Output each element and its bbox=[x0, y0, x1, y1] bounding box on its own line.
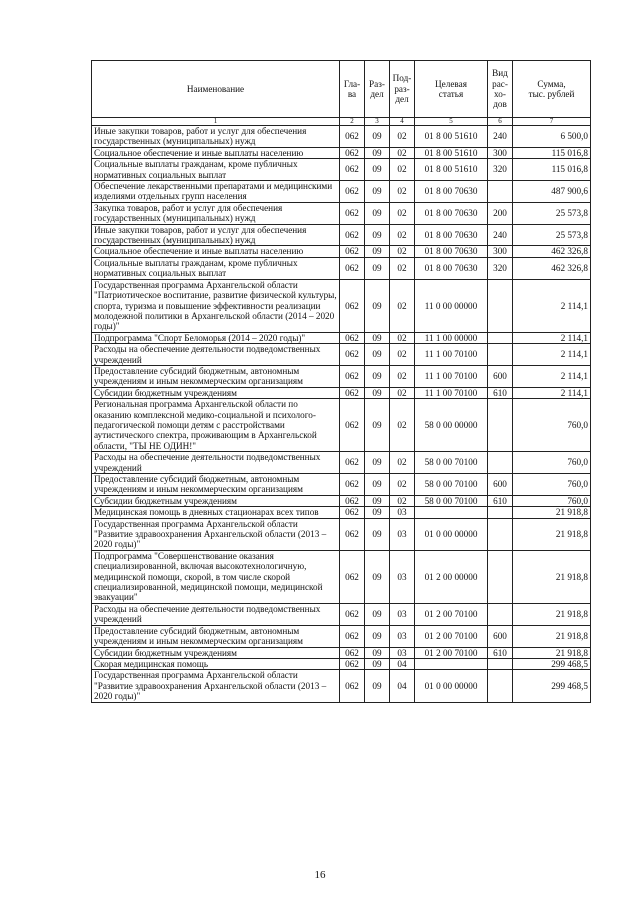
table-row bbox=[92, 399, 591, 452]
row-glava: 062 bbox=[340, 670, 365, 702]
row-sum: 21 918,8 bbox=[513, 603, 591, 625]
row-razdel: 09 bbox=[365, 202, 390, 224]
row-target: 11 1 00 70100 bbox=[415, 344, 488, 366]
row-podrazdel: 02 bbox=[390, 159, 415, 181]
row-sum: 6 500,0 bbox=[513, 126, 591, 148]
row-glava: 062 bbox=[340, 387, 365, 398]
row-name: Подпрограмма "Спорт Беломорья (2014 – 2020 годы)" bbox=[92, 332, 340, 343]
row-target: 58 0 00 70100 bbox=[415, 452, 488, 474]
row-razdel: 09 bbox=[365, 507, 390, 518]
row-name: Государственная программа Архангельской области "Развитие здравоохранения Архангельской области (2013 – 2020 годы)" bbox=[92, 670, 340, 702]
table-header-row bbox=[92, 61, 591, 118]
row-razdel: 09 bbox=[365, 126, 390, 148]
row-target: 01 2 00 70100 bbox=[415, 647, 488, 658]
row-glava: 062 bbox=[340, 202, 365, 224]
column-number: 5 bbox=[415, 118, 488, 126]
row-vid: 600 bbox=[488, 365, 513, 387]
row-razdel: 09 bbox=[365, 224, 390, 246]
row-name: Иные закупки товаров, работ и услуг для обеспечения государственных (муниципальных) нужд bbox=[92, 224, 340, 246]
column-number: 2 bbox=[340, 118, 365, 126]
row-target: 11 1 00 00000 bbox=[415, 332, 488, 343]
row-podrazdel: 03 bbox=[390, 647, 415, 658]
row-glava: 062 bbox=[340, 495, 365, 506]
row-vid: 320 bbox=[488, 159, 513, 181]
table-row bbox=[92, 550, 591, 603]
row-glava: 062 bbox=[340, 625, 365, 647]
row-glava: 062 bbox=[340, 159, 365, 181]
row-target: 01 8 00 70630 bbox=[415, 224, 488, 246]
table-row bbox=[92, 257, 591, 279]
row-name: Предоставление субсидий бюджетным, автономным учреждениям и иным некоммерческим организациям bbox=[92, 365, 340, 387]
column-number: 1 bbox=[92, 118, 340, 126]
row-name: Расходы на обеспечение деятельности подведомственных учреждений bbox=[92, 603, 340, 625]
row-vid bbox=[488, 344, 513, 366]
row-sum: 25 573,8 bbox=[513, 224, 591, 246]
row-razdel: 09 bbox=[365, 603, 390, 625]
row-sum: 299 468,5 bbox=[513, 670, 591, 702]
row-name: Предоставление субсидий бюджетным, автономным учреждениям и иным некоммерческим организациям bbox=[92, 625, 340, 647]
row-target: 01 0 00 00000 bbox=[415, 670, 488, 702]
row-sum: 487 900,6 bbox=[513, 181, 591, 203]
row-razdel: 09 bbox=[365, 332, 390, 343]
table-row bbox=[92, 647, 591, 658]
row-name: Расходы на обеспечение деятельности подведомственных учреждений bbox=[92, 452, 340, 474]
column-number: 4 bbox=[390, 118, 415, 126]
row-sum: 760,0 bbox=[513, 474, 591, 496]
row-target: 58 0 00 70100 bbox=[415, 474, 488, 496]
column-number: 6 bbox=[488, 118, 513, 126]
row-vid: 300 bbox=[488, 147, 513, 158]
row-razdel: 09 bbox=[365, 246, 390, 257]
row-glava: 062 bbox=[340, 518, 365, 550]
row-razdel: 09 bbox=[365, 550, 390, 603]
page-number: 16 bbox=[314, 869, 326, 881]
row-sum: 2 114,1 bbox=[513, 387, 591, 398]
row-glava: 062 bbox=[340, 550, 365, 603]
row-target: 01 8 00 70630 bbox=[415, 202, 488, 224]
row-target: 58 0 00 00000 bbox=[415, 399, 488, 452]
header-podrazdel: Под- раз- дел bbox=[390, 61, 415, 118]
budget-table bbox=[91, 60, 591, 703]
row-target: 01 8 00 70630 bbox=[415, 246, 488, 257]
row-podrazdel: 02 bbox=[390, 147, 415, 158]
row-podrazdel: 03 bbox=[390, 603, 415, 625]
row-target: 01 2 00 70100 bbox=[415, 625, 488, 647]
table-row bbox=[92, 159, 591, 181]
row-podrazdel: 02 bbox=[390, 474, 415, 496]
row-razdel: 09 bbox=[365, 257, 390, 279]
row-glava: 062 bbox=[340, 658, 365, 669]
table-row bbox=[92, 658, 591, 669]
table-row bbox=[92, 147, 591, 158]
row-glava: 062 bbox=[340, 332, 365, 343]
row-name: Государственная программа Архангельской области "Патриотическое воспитание, развитие физической культуры, спорта, туризма и повышение эффективности реализации молодежной политики в Архангельской области (2014 – 2020 годы)" bbox=[92, 279, 340, 332]
row-name: Государственная программа Архангельской области "Развитие здравоохранения Архангельской области (2013 – 2020 годы)" bbox=[92, 518, 340, 550]
row-target: 01 8 00 51610 bbox=[415, 147, 488, 158]
row-podrazdel: 02 bbox=[390, 126, 415, 148]
row-sum: 115 016,8 bbox=[513, 147, 591, 158]
row-sum: 2 114,1 bbox=[513, 332, 591, 343]
row-podrazdel: 04 bbox=[390, 670, 415, 702]
table-row bbox=[92, 224, 591, 246]
row-podrazdel: 03 bbox=[390, 625, 415, 647]
row-target: 01 8 00 70630 bbox=[415, 257, 488, 279]
table-row bbox=[92, 452, 591, 474]
row-glava: 062 bbox=[340, 224, 365, 246]
row-vid bbox=[488, 507, 513, 518]
header-glava: Гла- ва bbox=[340, 61, 365, 118]
row-sum: 21 918,8 bbox=[513, 625, 591, 647]
row-vid bbox=[488, 332, 513, 343]
row-razdel: 09 bbox=[365, 279, 390, 332]
row-vid bbox=[488, 399, 513, 452]
table-row bbox=[92, 625, 591, 647]
row-podrazdel: 02 bbox=[390, 246, 415, 257]
row-podrazdel: 02 bbox=[390, 224, 415, 246]
row-vid: 240 bbox=[488, 224, 513, 246]
row-podrazdel: 02 bbox=[390, 495, 415, 506]
row-razdel: 09 bbox=[365, 518, 390, 550]
row-name: Социальное обеспечение и иные выплаты населению bbox=[92, 246, 340, 257]
row-podrazdel: 02 bbox=[390, 202, 415, 224]
table-row bbox=[92, 181, 591, 203]
row-name: Закупка товаров, работ и услуг для обеспечения государственных (муниципальных) нужд bbox=[92, 202, 340, 224]
row-glava: 062 bbox=[340, 474, 365, 496]
row-name: Социальные выплаты гражданам, кроме публичных нормативных социальных выплат bbox=[92, 257, 340, 279]
row-vid bbox=[488, 181, 513, 203]
row-sum: 2 114,1 bbox=[513, 365, 591, 387]
row-razdel: 09 bbox=[365, 452, 390, 474]
row-vid bbox=[488, 550, 513, 603]
row-glava: 062 bbox=[340, 147, 365, 158]
table-row bbox=[92, 507, 591, 518]
table-row bbox=[92, 495, 591, 506]
row-razdel: 09 bbox=[365, 387, 390, 398]
row-podrazdel: 02 bbox=[390, 279, 415, 332]
row-name: Расходы на обеспечение деятельности подведомственных учреждений bbox=[92, 344, 340, 366]
row-podrazdel: 02 bbox=[390, 365, 415, 387]
row-podrazdel: 04 bbox=[390, 658, 415, 669]
table-row bbox=[92, 332, 591, 343]
row-razdel: 09 bbox=[365, 159, 390, 181]
column-number: 3 bbox=[365, 118, 390, 126]
row-vid bbox=[488, 670, 513, 702]
row-podrazdel: 02 bbox=[390, 344, 415, 366]
row-razdel: 09 bbox=[365, 474, 390, 496]
row-name: Субсидии бюджетным учреждениям bbox=[92, 387, 340, 398]
row-target bbox=[415, 658, 488, 669]
row-name: Медицинская помощь в дневных стационарах всех типов bbox=[92, 507, 340, 518]
row-podrazdel: 03 bbox=[390, 550, 415, 603]
table-row bbox=[92, 344, 591, 366]
row-target: 01 8 00 70630 bbox=[415, 181, 488, 203]
row-sum: 25 573,8 bbox=[513, 202, 591, 224]
table-row bbox=[92, 518, 591, 550]
row-podrazdel: 02 bbox=[390, 332, 415, 343]
row-name: Подпрограмма "Совершенствование оказания специализированной, включая высокотехнологичную, медицинской помощи, скорой, в том числе скорой специализированной, медицинской помощи, медицинской эвакуации" bbox=[92, 550, 340, 603]
header-name: Наименование bbox=[92, 61, 340, 118]
row-razdel: 09 bbox=[365, 365, 390, 387]
row-name: Иные закупки товаров, работ и услуг для обеспечения государственных (муниципальных) нужд bbox=[92, 126, 340, 148]
row-name: Субсидии бюджетным учреждениям bbox=[92, 647, 340, 658]
row-vid bbox=[488, 658, 513, 669]
header-razdel: Раз- дел bbox=[365, 61, 390, 118]
row-vid: 320 bbox=[488, 257, 513, 279]
row-glava: 062 bbox=[340, 452, 365, 474]
row-vid: 300 bbox=[488, 246, 513, 257]
row-razdel: 09 bbox=[365, 647, 390, 658]
row-sum: 760,0 bbox=[513, 495, 591, 506]
row-target: 11 1 00 70100 bbox=[415, 387, 488, 398]
header-target: Целевая статья bbox=[415, 61, 488, 118]
row-vid bbox=[488, 452, 513, 474]
row-target: 01 2 00 00000 bbox=[415, 550, 488, 603]
row-sum: 760,0 bbox=[513, 399, 591, 452]
row-sum: 299 468,5 bbox=[513, 658, 591, 669]
row-razdel: 09 bbox=[365, 670, 390, 702]
row-vid bbox=[488, 603, 513, 625]
table-row bbox=[92, 202, 591, 224]
row-sum: 760,0 bbox=[513, 452, 591, 474]
row-name: Обеспечение лекарственными препаратами и медицинскими изделиями отдельных групп населения bbox=[92, 181, 340, 203]
table-row bbox=[92, 365, 591, 387]
row-target: 11 0 00 00000 bbox=[415, 279, 488, 332]
column-number-row bbox=[92, 118, 591, 126]
row-sum: 21 918,8 bbox=[513, 647, 591, 658]
row-glava: 062 bbox=[340, 279, 365, 332]
row-podrazdel: 02 bbox=[390, 452, 415, 474]
table-row bbox=[92, 126, 591, 148]
row-vid bbox=[488, 279, 513, 332]
column-number: 7 bbox=[513, 118, 591, 126]
row-sum: 21 918,8 bbox=[513, 507, 591, 518]
row-razdel: 09 bbox=[365, 344, 390, 366]
row-podrazdel: 03 bbox=[390, 518, 415, 550]
row-vid: 610 bbox=[488, 495, 513, 506]
row-name: Социальное обеспечение и иные выплаты населению bbox=[92, 147, 340, 158]
table-row bbox=[92, 387, 591, 398]
row-glava: 062 bbox=[340, 257, 365, 279]
row-podrazdel: 02 bbox=[390, 257, 415, 279]
row-vid: 200 bbox=[488, 202, 513, 224]
row-glava: 062 bbox=[340, 181, 365, 203]
row-target bbox=[415, 507, 488, 518]
row-podrazdel: 03 bbox=[390, 507, 415, 518]
row-sum: 115 016,8 bbox=[513, 159, 591, 181]
table-row bbox=[92, 474, 591, 496]
row-glava: 062 bbox=[340, 507, 365, 518]
row-sum: 2 114,1 bbox=[513, 279, 591, 332]
row-podrazdel: 02 bbox=[390, 399, 415, 452]
row-razdel: 09 bbox=[365, 147, 390, 158]
row-vid bbox=[488, 518, 513, 550]
row-razdel: 09 bbox=[365, 181, 390, 203]
table-row bbox=[92, 670, 591, 702]
row-name: Региональная программа Архангельской области по оказанию комплексной медико-социальной и психолого-педагогической помощи детям с расстройствами аутистического спектра, проживающим в Архангельской области, "ТЫ НЕ ОДИН!" bbox=[92, 399, 340, 452]
table-row bbox=[92, 603, 591, 625]
row-razdel: 09 bbox=[365, 495, 390, 506]
table-body bbox=[92, 126, 591, 703]
row-glava: 062 bbox=[340, 246, 365, 257]
row-razdel: 09 bbox=[365, 658, 390, 669]
row-name: Социальные выплаты гражданам, кроме публичных нормативных социальных выплат bbox=[92, 159, 340, 181]
row-glava: 062 bbox=[340, 603, 365, 625]
table-row bbox=[92, 246, 591, 257]
row-target: 01 8 00 51610 bbox=[415, 126, 488, 148]
row-target: 01 0 00 00000 bbox=[415, 518, 488, 550]
row-name: Предоставление субсидий бюджетным, автономным учреждениям и иным некоммерческим организациям bbox=[92, 474, 340, 496]
header-sum: Сумма, тыс. рублей bbox=[513, 61, 591, 118]
row-name: Субсидии бюджетным учреждениям bbox=[92, 495, 340, 506]
row-glava: 062 bbox=[340, 126, 365, 148]
row-target: 01 8 00 51610 bbox=[415, 159, 488, 181]
row-name: Скорая медицинская помощь bbox=[92, 658, 340, 669]
row-vid: 600 bbox=[488, 625, 513, 647]
row-vid: 600 bbox=[488, 474, 513, 496]
row-target: 58 0 00 70100 bbox=[415, 495, 488, 506]
row-target: 01 2 00 70100 bbox=[415, 603, 488, 625]
row-glava: 062 bbox=[340, 399, 365, 452]
row-sum: 462 326,8 bbox=[513, 257, 591, 279]
row-sum: 462 326,8 bbox=[513, 246, 591, 257]
row-vid: 610 bbox=[488, 647, 513, 658]
row-podrazdel: 02 bbox=[390, 181, 415, 203]
row-razdel: 09 bbox=[365, 625, 390, 647]
row-vid: 610 bbox=[488, 387, 513, 398]
row-razdel: 09 bbox=[365, 399, 390, 452]
row-sum: 2 114,1 bbox=[513, 344, 591, 366]
row-podrazdel: 02 bbox=[390, 387, 415, 398]
row-glava: 062 bbox=[340, 365, 365, 387]
row-glava: 062 bbox=[340, 647, 365, 658]
header-vid: Вид рас- хо- дов bbox=[488, 61, 513, 118]
row-sum: 21 918,8 bbox=[513, 518, 591, 550]
table-row bbox=[92, 279, 591, 332]
row-sum: 21 918,8 bbox=[513, 550, 591, 603]
row-vid: 240 bbox=[488, 126, 513, 148]
row-glava: 062 bbox=[340, 344, 365, 366]
row-target: 11 1 00 70100 bbox=[415, 365, 488, 387]
